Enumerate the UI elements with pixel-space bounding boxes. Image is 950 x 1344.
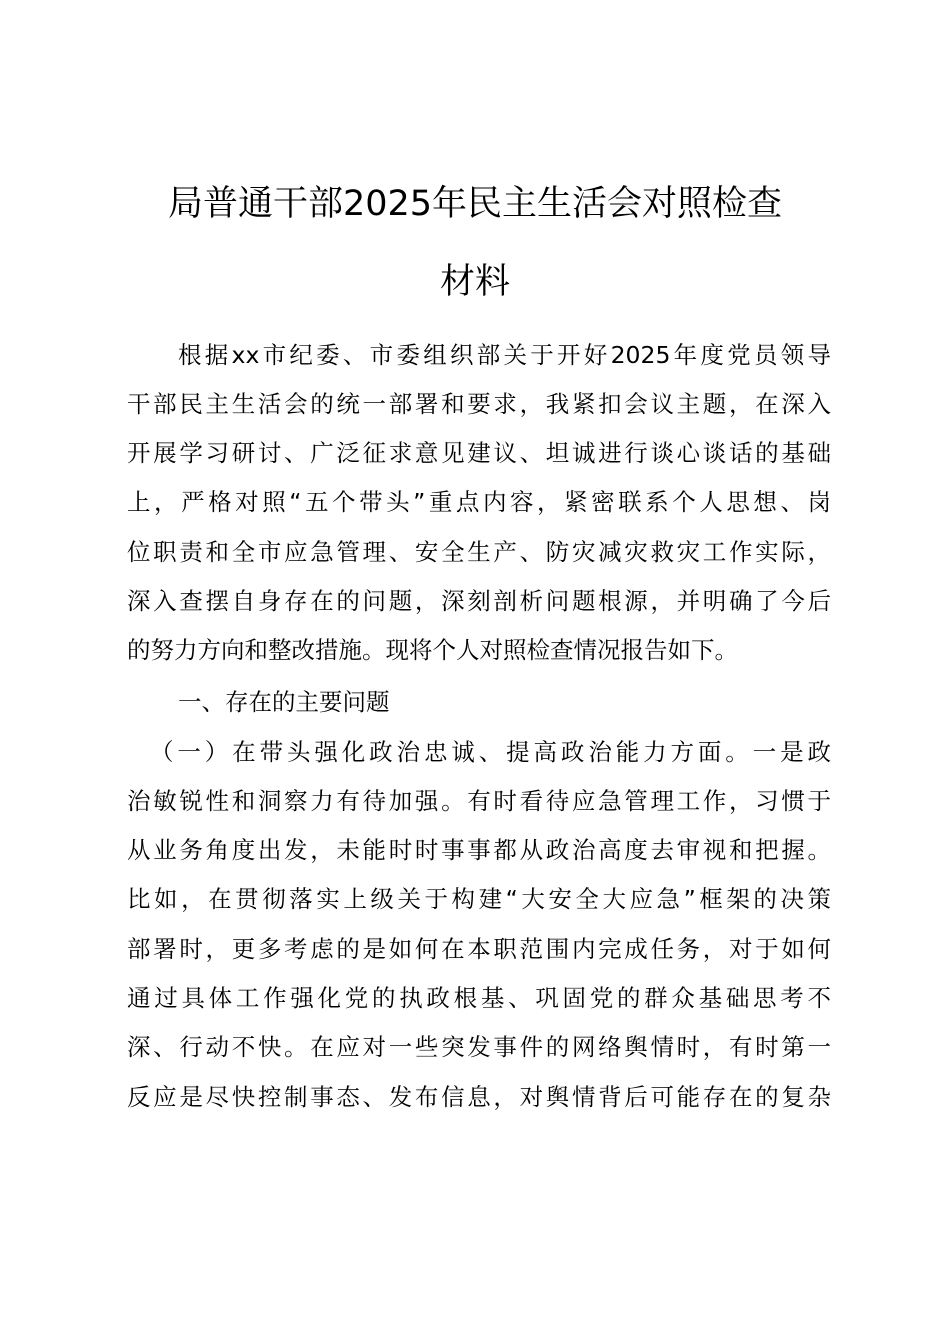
- paragraph-line: 开展学习研讨、广泛征求意见建议、坦诚进行谈心谈话的基础: [127, 439, 831, 467]
- paragraph-line: 部署时，更多考虑的是如何在本职范围内完成任务，对于如何: [127, 935, 831, 963]
- paragraph-line: 根据xx市纪委、市委组织部关于开好2025年度党员领导: [178, 341, 831, 369]
- paragraph-line: 的努力方向和整改措施。现将个人对照检查情况报告如下。: [127, 636, 738, 664]
- paragraph-line: 干部民主生活会的统一部署和要求，我紧扣会议主题，在深入: [127, 390, 831, 418]
- paragraph-line: 深入查摆自身存在的问题，深刻剖析问题根源，并明确了今后: [127, 587, 831, 615]
- paragraph-line: 治敏锐性和洞察力有待加强。有时看待应急管理工作，习惯于: [127, 787, 831, 815]
- paragraph-line: 反应是尽快控制事态、发布信息，对舆情背后可能存在的复杂: [127, 1083, 831, 1111]
- paragraph-line: 通过具体工作强化党的执政根基、巩固党的群众基础思考不: [127, 984, 831, 1012]
- document-title-line-2: 材料: [439, 262, 510, 302]
- section-heading: 一、存在的主要问题: [178, 688, 390, 716]
- paragraph-line: 深、行动不快。在应对一些突发事件的网络舆情时，有时第一: [127, 1033, 831, 1061]
- document-title-line-1: 局普通干部2025年民主生活会对照检查: [167, 184, 783, 224]
- subsection-heading-line: （一）在带头强化政治忠诚、提高政治能力方面。一是政: [150, 738, 831, 766]
- paragraph-line: 上，严格对照“五个带头”重点内容，紧密联系个人思想、岗: [127, 488, 831, 516]
- paragraph-line: 从业务角度出发，未能时时事事都从政治高度去审视和把握。: [127, 836, 831, 864]
- paragraph-line: 比如，在贯彻落实上级关于构建“大安全大应急”框架的决策: [127, 885, 831, 913]
- paragraph-line: 位职责和全市应急管理、安全生产、防灾减灾救灾工作实际，: [127, 538, 831, 566]
